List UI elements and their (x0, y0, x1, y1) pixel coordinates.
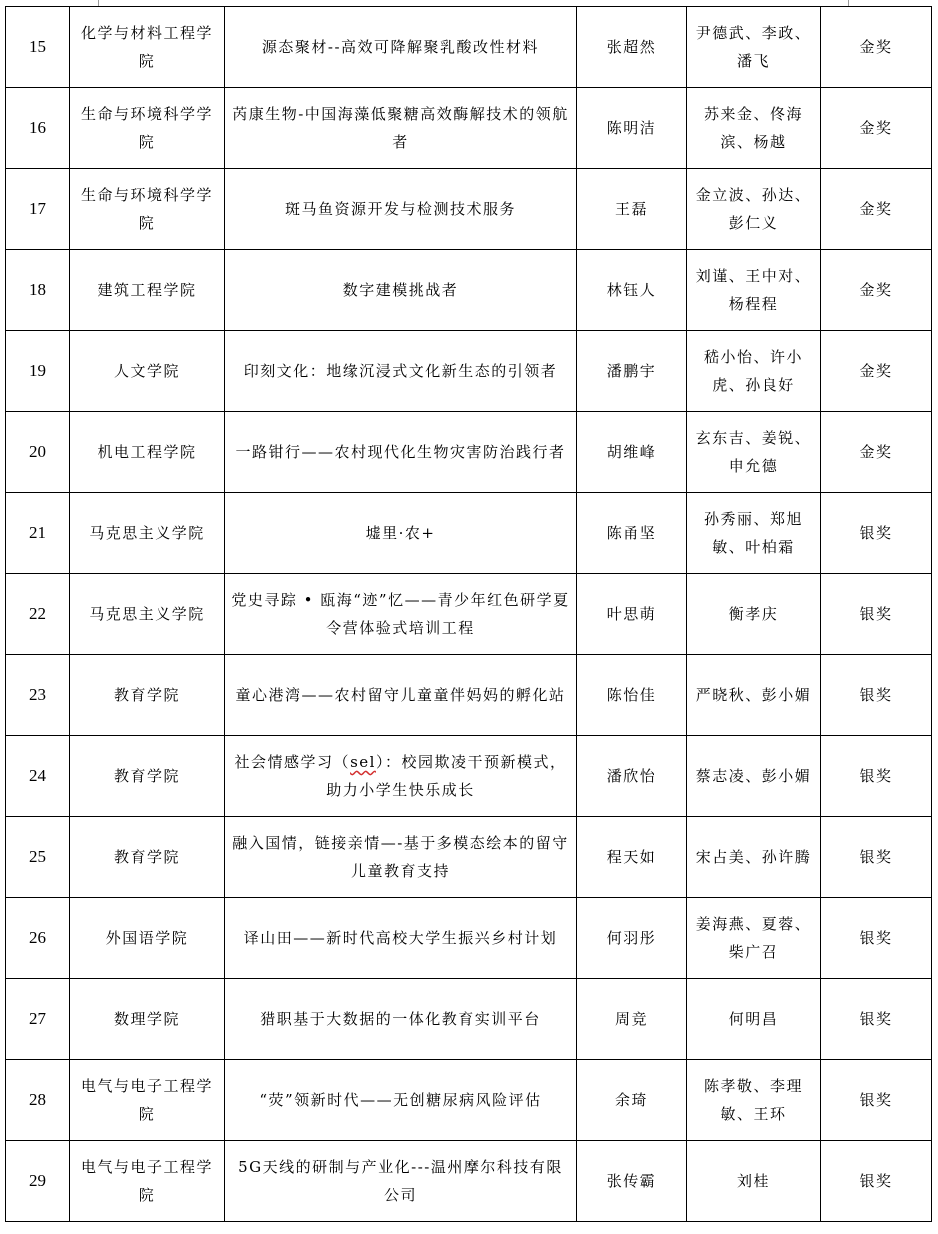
award-cell: 银奖 (821, 574, 932, 655)
table-row (6, 898, 932, 979)
leader-cell: 陈怡佳 (577, 655, 687, 736)
leader-cell: 张超然 (577, 7, 687, 88)
table-row (6, 493, 932, 574)
project-text-end: ）：校园欺凌干预新模式，助力小学生快乐成长 (326, 753, 567, 799)
advisor-cell: 严晓秋、彭小媚 (687, 655, 821, 736)
row-number: 28 (6, 1060, 70, 1141)
project-cell: 一路钳行——农村现代化生物灾害防治践行者 (225, 412, 577, 493)
college-cell: 马克思主义学院 (70, 574, 225, 655)
row-number: 17 (6, 169, 70, 250)
project-cell: 斑马鱼资源开发与检测技术服务 (225, 169, 577, 250)
project-cell: 童心港湾——农村留守儿童童伴妈妈的孵化站 (225, 655, 577, 736)
table-row (6, 412, 932, 493)
college-cell: 电气与电子工程学院 (70, 1141, 225, 1222)
college-cell: 机电工程学院 (70, 412, 225, 493)
project-cell: 5G天线的研制与产业化---温州摩尔科技有限公司 (225, 1141, 577, 1222)
advisor-cell: 嵇小怡、许小虎、孙良好 (687, 331, 821, 412)
row-number: 19 (6, 331, 70, 412)
row-number: 21 (6, 493, 70, 574)
college-cell: 马克思主义学院 (70, 493, 225, 574)
leader-cell: 王磊 (577, 169, 687, 250)
leader-cell: 陈明洁 (577, 88, 687, 169)
table-row (6, 655, 932, 736)
college-cell: 生命与环境科学学院 (70, 169, 225, 250)
award-cell: 银奖 (821, 1141, 932, 1222)
award-cell: 金奖 (821, 7, 932, 88)
row-number: 29 (6, 1141, 70, 1222)
row-number: 22 (6, 574, 70, 655)
table-row (6, 574, 932, 655)
project-cell: “荧”领新时代——无创糖尿病风险评估 (225, 1060, 577, 1141)
college-cell: 数理学院 (70, 979, 225, 1060)
college-cell: 教育学院 (70, 736, 225, 817)
award-cell: 金奖 (821, 88, 932, 169)
project-cell: 融入国情，链接亲情—-基于多模态绘本的留守儿童教育支持 (225, 817, 577, 898)
advisor-cell: 蔡志凌、彭小媚 (687, 736, 821, 817)
advisor-cell: 苏来金、佟海滨、杨越 (687, 88, 821, 169)
award-cell: 金奖 (821, 331, 932, 412)
advisor-cell: 陈孝敬、李理敏、王环 (687, 1060, 821, 1141)
table-row (6, 817, 932, 898)
college-cell: 外国语学院 (70, 898, 225, 979)
table-row (6, 979, 932, 1060)
table-row (6, 1060, 932, 1141)
table-row (6, 88, 932, 169)
table-row (6, 169, 932, 250)
row-number: 25 (6, 817, 70, 898)
advisor-cell: 孙秀丽、郑旭敏、叶柏霜 (687, 493, 821, 574)
leader-cell: 胡维峰 (577, 412, 687, 493)
college-cell: 生命与环境科学学院 (70, 88, 225, 169)
college-cell: 教育学院 (70, 655, 225, 736)
row-number: 24 (6, 736, 70, 817)
leader-cell: 叶思萌 (577, 574, 687, 655)
awards-table (5, 6, 932, 1222)
advisor-cell: 姜海燕、夏蓉、柴广召 (687, 898, 821, 979)
college-cell: 建筑工程学院 (70, 250, 225, 331)
table-row (6, 250, 932, 331)
table-row (6, 7, 932, 88)
award-cell: 银奖 (821, 493, 932, 574)
row-number: 20 (6, 412, 70, 493)
row-number: 26 (6, 898, 70, 979)
award-cell: 银奖 (821, 898, 932, 979)
college-cell: 教育学院 (70, 817, 225, 898)
project-cell: 猎职基于大数据的一体化教育实训平台 (225, 979, 577, 1060)
award-cell: 银奖 (821, 817, 932, 898)
leader-cell: 张传霸 (577, 1141, 687, 1222)
advisor-cell: 金立波、孙达、彭仁义 (687, 169, 821, 250)
leader-cell: 余琦 (577, 1060, 687, 1141)
table-row (6, 1141, 932, 1222)
row-number: 15 (6, 7, 70, 88)
row-number: 18 (6, 250, 70, 331)
award-cell: 银奖 (821, 1060, 932, 1141)
leader-cell: 周竞 (577, 979, 687, 1060)
project-cell: 源态聚材--高效可降解聚乳酸改性材料 (225, 7, 577, 88)
college-cell: 化学与材料工程学院 (70, 7, 225, 88)
project-cell: 译山田——新时代高校大学生振兴乡村计划 (225, 898, 577, 979)
advisor-cell: 刘桂 (687, 1141, 821, 1222)
row-number: 16 (6, 88, 70, 169)
row-number: 23 (6, 655, 70, 736)
project-cell: 墟里·农+ (225, 493, 577, 574)
project-cell: 党史寻踪 • 瓯海“迹”忆——青少年红色研学夏令营体验式培训工程 (225, 574, 577, 655)
advisor-cell: 何明昌 (687, 979, 821, 1060)
award-cell: 金奖 (821, 169, 932, 250)
project-cell: 芮康生物-中国海藻低聚糖高效酶解技术的领航者 (225, 88, 577, 169)
leader-cell: 何羽彤 (577, 898, 687, 979)
advisor-cell: 衡孝庆 (687, 574, 821, 655)
advisor-cell: 尹德武、李政、潘飞 (687, 7, 821, 88)
leader-cell: 潘鹏宇 (577, 331, 687, 412)
project-cell: 数字建模挑战者 (225, 250, 577, 331)
spellcheck-flagged-word: sel (350, 753, 376, 771)
project-cell: 印刻文化：地缘沉浸式文化新生态的引领者 (225, 331, 577, 412)
advisor-cell: 宋占美、孙许腾 (687, 817, 821, 898)
award-cell: 银奖 (821, 655, 932, 736)
project-cell (225, 736, 577, 817)
award-cell: 银奖 (821, 736, 932, 817)
award-cell: 金奖 (821, 412, 932, 493)
advisor-cell: 玄东吉、姜锐、申允德 (687, 412, 821, 493)
college-cell: 人文学院 (70, 331, 225, 412)
advisor-cell: 刘谨、王中对、杨程程 (687, 250, 821, 331)
table-row (6, 331, 932, 412)
college-cell: 电气与电子工程学院 (70, 1060, 225, 1141)
award-cell: 金奖 (821, 250, 932, 331)
table-row (6, 736, 932, 817)
project-text-start: 社会情感学习（ (234, 753, 351, 771)
leader-cell: 程天如 (577, 817, 687, 898)
row-number: 27 (6, 979, 70, 1060)
leader-cell: 林钰人 (577, 250, 687, 331)
award-cell: 银奖 (821, 979, 932, 1060)
leader-cell: 陈甬坚 (577, 493, 687, 574)
leader-cell: 潘欣怡 (577, 736, 687, 817)
